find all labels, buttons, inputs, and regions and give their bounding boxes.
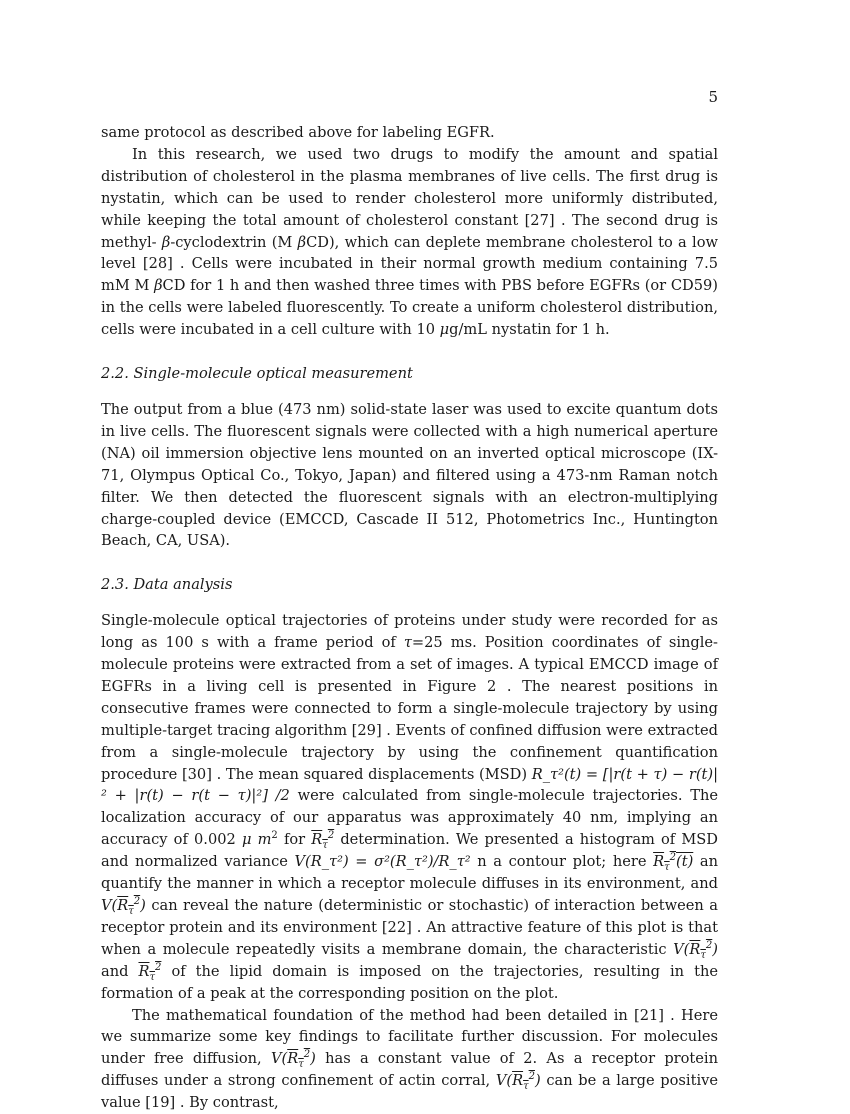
drugs-paragraph (101, 144, 718, 341)
optical-measurement-paragraph: The output from a blue (473 nm) solid-state laser was used to excite quantum dots in live cells. The fluorescent signals were collected with a high numerical aperture (NA) oil immersion objective lens mounted on an inverted optical microscope (IX-71, Olympus Optical Co., Tokyo, Japan) and filtered using a 473-nm Raman notch filter. We then detected the fluorescent signals with an electron-multiplying charge-coupled device (EMCCD, Cascade II 512, Photometrics Inc., Huntington Beach, CA, USA). (101, 400, 718, 550)
variance-symbol: $V(R_\tau^2)$ (270, 1049, 316, 1071)
variance-formula: V(R_τ²) = σ²(R_τ²)/R_τ² (294, 853, 471, 871)
beta-symbol: β (161, 233, 171, 251)
variance-symbol: $V(R_\tau^2)$ (495, 1071, 541, 1093)
drugs-text-1: In this research, we used two drugs to modify the amount and spatial distribution of cholesterol in the plasma membranes of live cells. The first drug is nystatin, which can be used to render cholesterol more uniformly distributed, while keeping the total amount of cholesterol constant [27] . The second drug is methyl- (101, 145, 718, 251)
micrometer-unit: μ m (241, 831, 272, 849)
analysis-text-c: were calculated from single-molecule trajectories. The localization accuracy of our apparatus was approximately 40 nm, implying an accuracy of 0.002 (101, 787, 719, 849)
unit-exponent: 2 (271, 830, 278, 842)
page-content (101, 122, 718, 1114)
variance-symbol: $V(R_\tau^2)$ (101, 896, 146, 917)
mu-symbol: μ (439, 321, 450, 339)
analysis-text-g: an quantify the manner in which a receptor molecule diffuses in its environment, and (101, 853, 719, 893)
data-analysis-paragraph (101, 610, 718, 1004)
carryover-paragraph: same protocol as described above for labeling EGFR. (101, 124, 495, 141)
drugs-text-3: CD), which can deplete membrane cholesterol to a low level [28] . Cells were incubated in their normal growth medium containing 7.5 mM M (101, 233, 718, 295)
page-number: 5 (708, 88, 718, 106)
beta-symbol: β (297, 233, 307, 251)
section-heading-2-2: 2.2. Single-molecule optical measurement (101, 365, 413, 383)
drugs-text-2: -cyclodextrin (M (170, 233, 298, 251)
analysis-text-j: of the lipid domain is imposed on the trajectories, resulting in the formation of a peak at the corresponding position on the plot. (101, 962, 718, 1002)
foundation-text-k: The mathematical foundation of the method had been detailed in [21] . Here we summarize some key findings to facilitate further discussion. For molecules under free diffusion, (101, 1006, 718, 1068)
analysis-text-e: determination. We presented a histogram of MSD and normalized variance (101, 831, 718, 871)
analysis-text-h: can reveal the nature (deterministic or stochastic) of interaction between a receptor protein and its environment [22] . An attractive feature of this plot is that when a molecule repeatedly visits a membrane domain, the characteristic (101, 897, 718, 958)
variance-symbol: $V(R_\tau^2)$ (673, 939, 718, 961)
section-heading-2-3: 2.3. Data analysis (101, 576, 233, 594)
foundation-text-l: has a constant value of 2. As a receptor protein diffuses under a strong confinement of actin corral, (101, 1050, 718, 1090)
analysis-text-i: and (101, 962, 139, 980)
analysis-text-f: n a contour plot; here (470, 853, 654, 871)
analysis-text-b: =25 ms. Position coordinates of single-molecule proteins were extracted from a set of images. A typical EMCCD image of EGFRs in a living cell is presented in Figure 2 . The nearest positions in consecutive frames were connected to form a single-molecule trajectory by using multiple-target tracing algorithm [29] . Events of confined diffusion were extracted from a single-molecule trajectory by using the confinement quantification procedure [30] . The mean squared displacements (MSD) (101, 634, 718, 783)
tau-symbol: τ (403, 634, 412, 652)
mathematical-foundation-paragraph (101, 1005, 718, 1114)
analysis-text-d: for (277, 831, 312, 849)
drugs-text-5: g/mL nystatin for 1 h. (449, 321, 610, 339)
msd-symbol: $R_\tau^2(t)$ (653, 852, 694, 874)
beta-symbol: β (154, 277, 163, 295)
foundation-text-m: can be a large positive value [19] . By contrast, (101, 1072, 718, 1112)
msd-symbol: $R_\tau^2$ (311, 830, 335, 852)
msd-symbol: $R_\tau^2$ (138, 961, 162, 983)
msd-formula: R_τ²(t) = [|r(t + τ) − r(t)|² + |r(t) − r(t − τ)|²] /2 (101, 765, 718, 805)
drugs-text-4: CD for 1 h and then washed three times with PBS before EGFRs (or CD59) in the cells were labeled fluorescently. To create a uniform cholesterol distribution, cells were incubated in a cell culture with 10 (101, 277, 718, 339)
analysis-text-a: Single-molecule optical trajectories of proteins under study were recorded for as long as 100 s with a frame period of (101, 612, 718, 652)
